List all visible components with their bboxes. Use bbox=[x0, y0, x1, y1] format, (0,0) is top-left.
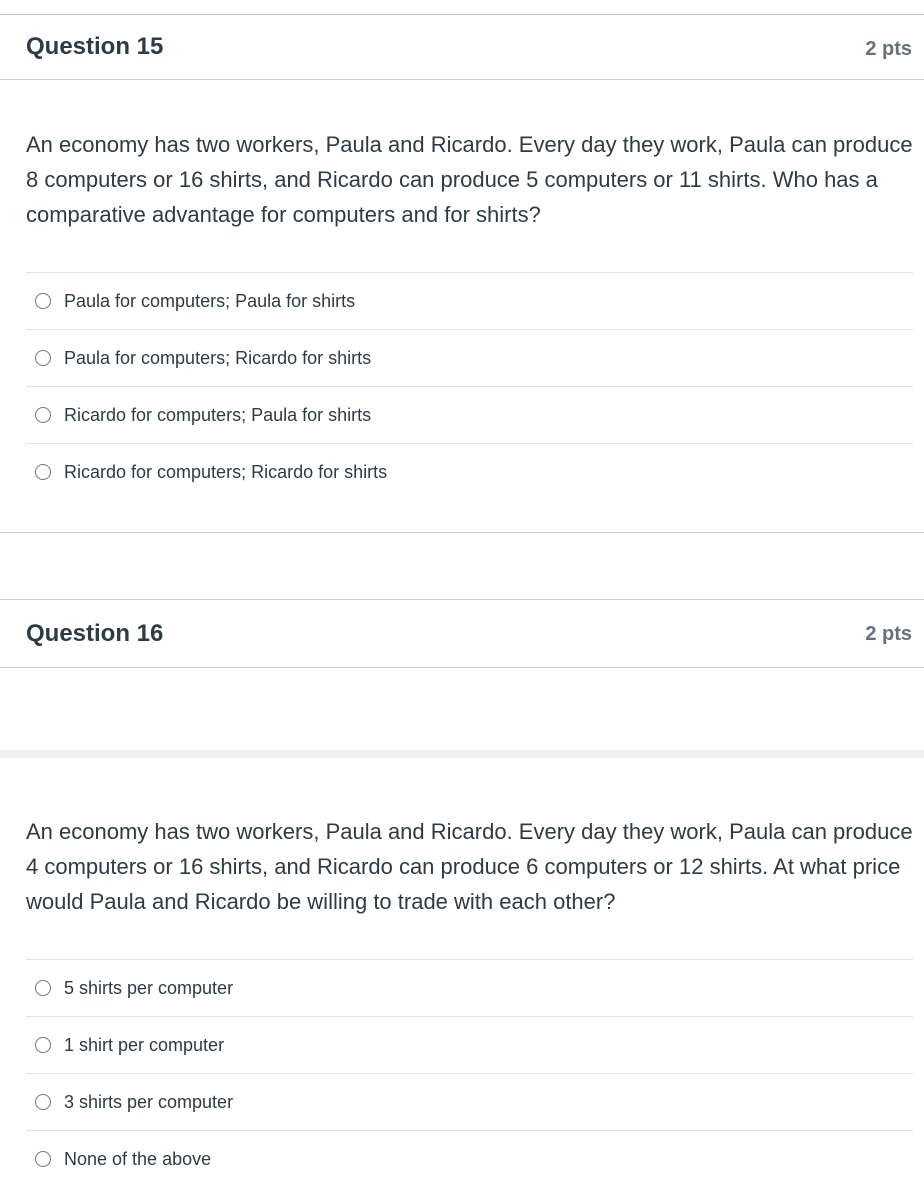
radio-button[interactable] bbox=[35, 464, 51, 480]
radio-button[interactable] bbox=[35, 1151, 51, 1167]
radio-button[interactable] bbox=[35, 350, 51, 366]
answer-label: 5 shirts per computer bbox=[64, 978, 234, 998]
question-title: Question 15 bbox=[26, 33, 164, 60]
answer-label: 1 shirt per computer bbox=[64, 1035, 225, 1055]
section-divider-band bbox=[0, 750, 924, 758]
question-text: An economy has two workers, Paula and Ricardo. Every day they work, Paula can produce 8 computers or 16 shirts, and Ricardo can produce 5 computers or 11 shirts. Who has a comparative advantage for computers and for shirts? bbox=[26, 132, 913, 227]
question-points: 2 pts bbox=[865, 623, 912, 645]
answer-option[interactable] bbox=[26, 1130, 913, 1187]
radio-button[interactable] bbox=[35, 407, 51, 423]
answer-list bbox=[26, 272, 913, 500]
answer-option[interactable] bbox=[26, 272, 913, 329]
question-footer-divider bbox=[0, 532, 924, 533]
answer-option[interactable] bbox=[26, 329, 913, 386]
answer-label: Ricardo for computers; Ricardo for shirts bbox=[64, 462, 388, 482]
question-points: 2 pts bbox=[865, 38, 912, 60]
answer-option[interactable] bbox=[26, 443, 913, 500]
answer-label: 3 shirts per computer bbox=[64, 1092, 234, 1112]
question-text: An economy has two workers, Paula and Ricardo. Every day they work, Paula can produce 4 computers or 16 shirts, and Ricardo can produce 6 computers or 12 shirts. At what price would Paula and Ricardo be willing to trade with each other? bbox=[26, 819, 913, 914]
question-title: Question 16 bbox=[26, 620, 164, 647]
answer-label: Ricardo for computers; Paula for shirts bbox=[64, 405, 372, 425]
question-16-header bbox=[0, 599, 924, 668]
radio-button[interactable] bbox=[35, 293, 51, 309]
answer-option[interactable] bbox=[26, 1073, 913, 1130]
radio-button[interactable] bbox=[35, 980, 51, 996]
answer-option[interactable] bbox=[26, 386, 913, 443]
answer-list bbox=[26, 959, 913, 1187]
question-15-header bbox=[0, 14, 924, 80]
answer-label: Paula for computers; Paula for shirts bbox=[64, 291, 356, 311]
answer-option[interactable] bbox=[26, 959, 913, 1016]
radio-button[interactable] bbox=[35, 1094, 51, 1110]
radio-button[interactable] bbox=[35, 1037, 51, 1053]
answer-label: Paula for computers; Ricardo for shirts bbox=[64, 348, 372, 368]
answer-option[interactable] bbox=[26, 1016, 913, 1073]
answer-label: None of the above bbox=[64, 1149, 212, 1169]
